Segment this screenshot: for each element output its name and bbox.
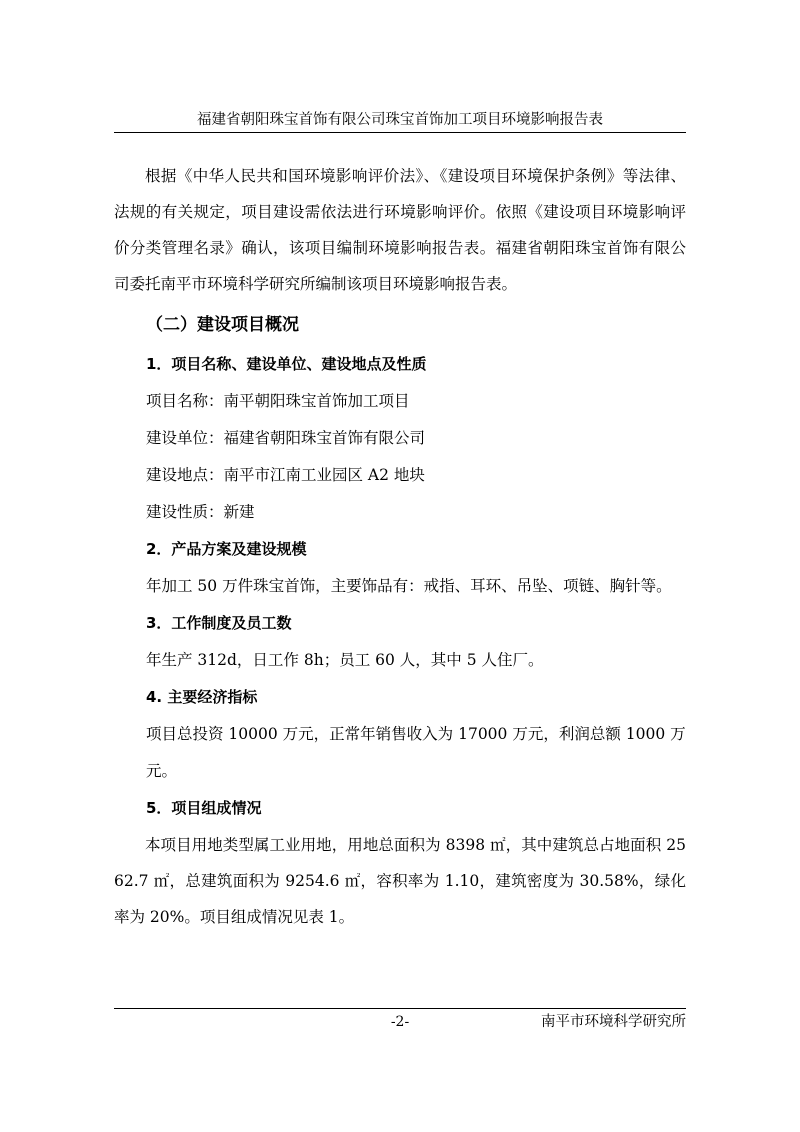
project-composition-paragraph: 本项目用地类型属工业用地，用地总面积为 8398 ㎡，其中建筑总占地面积 2562.7 ㎡，总建筑面积为 9254.6 ㎡，容积率为 1.10，建筑密度为 30.58%，绿化率为 20%。项目组成情况见表 1。 bbox=[114, 836, 686, 926]
project-name-line: 项目名称：南平朝阳珠宝首饰加工项目 bbox=[146, 392, 410, 410]
item5-heading: 5．项目组成情况 bbox=[146, 799, 262, 817]
page-body bbox=[114, 158, 686, 935]
construction-unit-line: 建设单位：福建省朝阳珠宝首饰有限公司 bbox=[146, 429, 426, 447]
page-header-title: 福建省朝阳珠宝首饰有限公司珠宝首饰加工项目环境影响报告表 bbox=[197, 112, 603, 128]
construction-nature-line: 建设性质：新建 bbox=[146, 503, 255, 521]
intro-paragraph: 根据《中华人民共和国环境影响评价法》、《建设项目环境保护条例》等法律、法规的有关规定，项目建设需依法进行环境影响评价。依照《建设项目环境影响评价分类管理名录》确认，该项目编制环境影响报告表。福建省朝阳珠宝首饰有限公司委托南平市环境科学研究所编制该项目环境影响报告表。 bbox=[114, 167, 686, 293]
item3-heading: 3．工作制度及员工数 bbox=[146, 614, 292, 632]
product-plan-line: 年加工 50 万件珠宝首饰，主要饰品有：戒指、耳环、吊坠、项链、胸针等。 bbox=[146, 577, 672, 595]
item1-heading: 1．项目名称、建设单位、建设地点及性质 bbox=[146, 355, 427, 373]
header-divider bbox=[114, 132, 686, 133]
footer-divider bbox=[114, 1008, 686, 1009]
item2-heading: 2．产品方案及建设规模 bbox=[146, 540, 307, 558]
footer-organization: 南平市环境科学研究所 bbox=[541, 1014, 686, 1030]
page-number: -2- bbox=[390, 1014, 410, 1030]
work-schedule-line: 年生产 312d，日工作 8h；员工 60 人，其中 5 人住厂。 bbox=[146, 651, 544, 669]
construction-location-line: 建设地点：南平市江南工业园区 A2 地块 bbox=[146, 466, 425, 484]
item4-heading: 4. 主要经济指标 bbox=[146, 688, 258, 706]
section-heading-project-overview: （二）建设项目概况 bbox=[146, 315, 299, 335]
economic-indicators-line: 项目总投资 10000 万元，正常年销售收入为 17000 万元，利润总额 1000 万元。 bbox=[146, 725, 686, 780]
